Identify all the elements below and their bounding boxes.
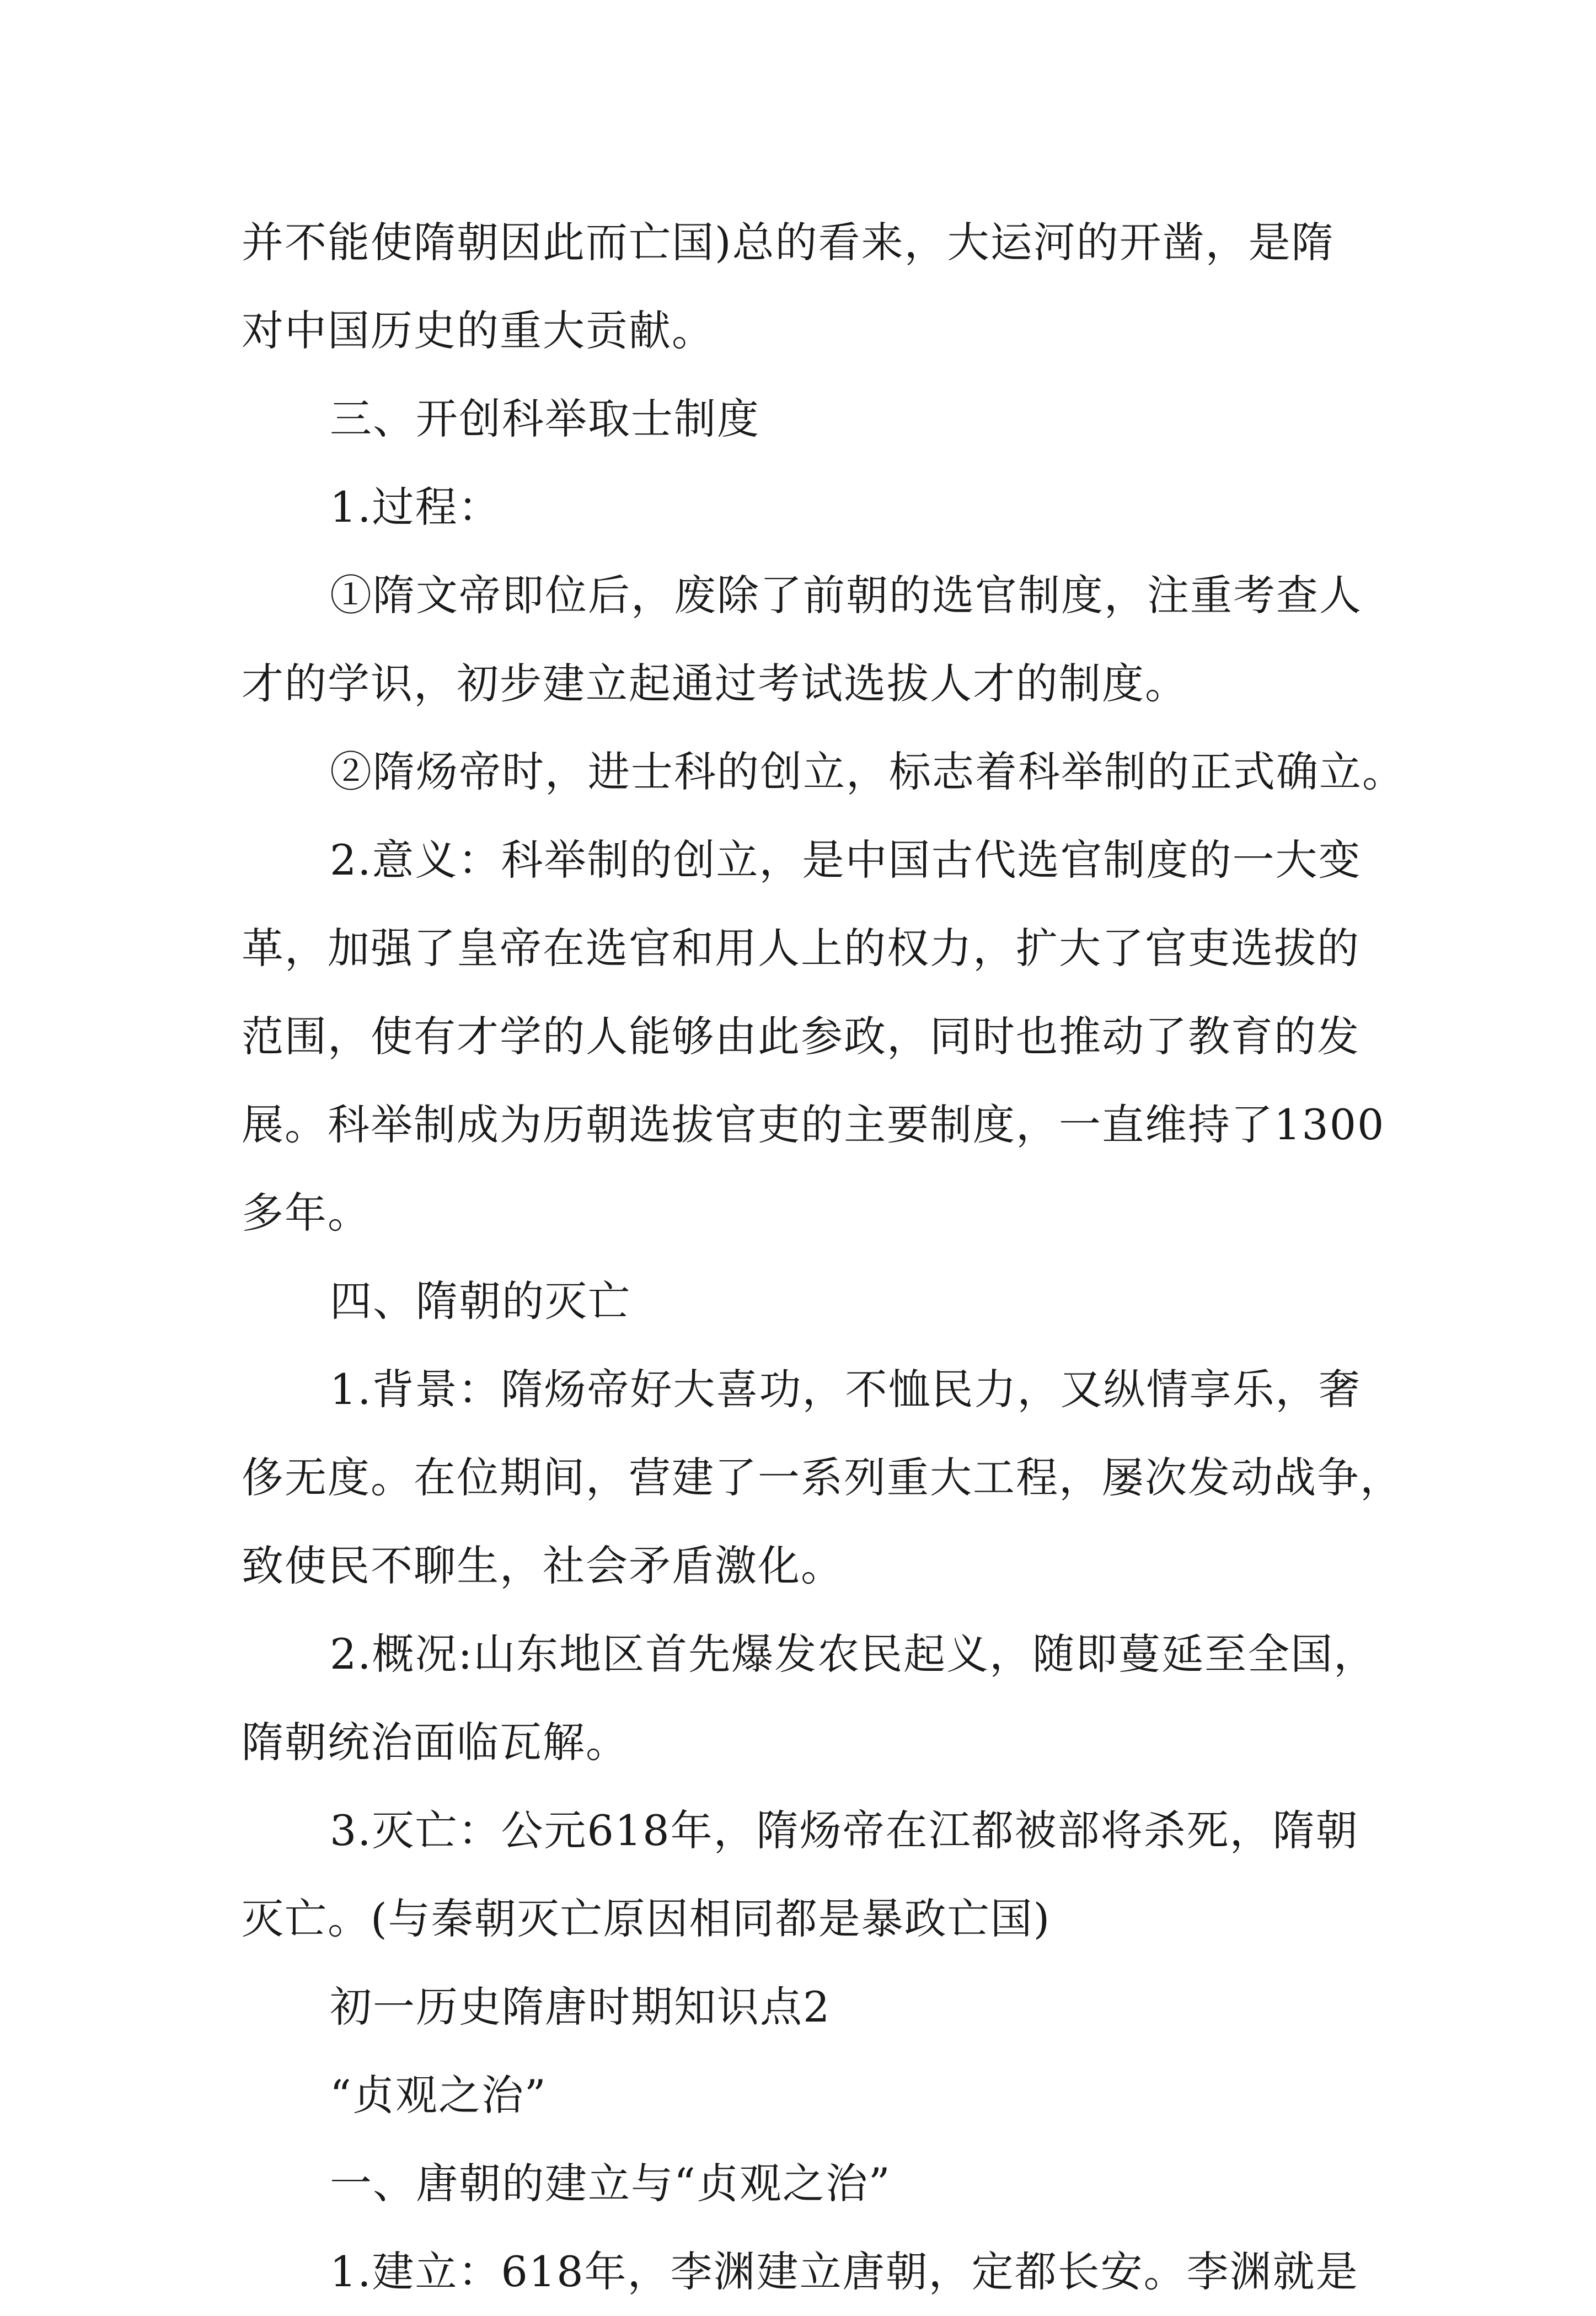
document-heading: 初一历史隋唐时期知识点2 <box>330 1982 831 2031</box>
text-line: ②隋炀帝时，进士科的创立，标志着科举制的正式确立。 <box>330 747 1405 796</box>
document-body <box>242 199 1405 2316</box>
text-line: 灭亡。(与秦朝灭亡原因相同都是暴政亡国) <box>242 1894 1051 1943</box>
text-line: 2.意义：科举制的创立，是中国古代选官制度的一大变 <box>330 835 1362 884</box>
text-line: 展。科举制成为历朝选拔官吏的主要制度，一直维持了1300 <box>242 1100 1385 1149</box>
section-heading: 四、隋朝的灭亡 <box>330 1277 631 1326</box>
text-line: 2.概况:山东地区首先爆发农民起义，随即蔓延至全国， <box>330 1629 1377 1679</box>
text-line: 1.背景：隋炀帝好大喜功，不恤民力，又纵情享乐，奢 <box>330 1365 1362 1414</box>
text-line: 隋朝统治面临瓦解。 <box>242 1718 629 1767</box>
text-line: 多年。 <box>242 1188 371 1237</box>
text-line: 对中国历史的重大贡献。 <box>242 306 715 355</box>
text-line: 致使民不聊生，社会矛盾激化。 <box>242 1541 844 1590</box>
text-line: 3.灭亡：公元618年，隋炀帝在江都被部将杀死，隋朝 <box>330 1806 1359 1855</box>
text-line: 侈无度。在位期间，营建了一系列重大工程，屡次发动战争， <box>242 1453 1403 1502</box>
text-line: 1.过程： <box>330 482 501 532</box>
text-line: 1.建立：618年，李渊建立唐朝，定都长安。李渊就是 <box>330 2247 1359 2296</box>
text-line: 革，加强了皇帝在选官和用人上的权力，扩大了官吏选拔的 <box>242 924 1360 973</box>
text-line: 范围，使有才学的人能够由此参政，同时也推动了教育的发 <box>242 1012 1360 1061</box>
section-heading: “贞观之治” <box>330 2071 547 2120</box>
text-line: 并不能使隋朝因此而亡国)总的看来，大运河的开凿，是隋 <box>242 218 1335 267</box>
section-heading: 三、开创科举取士制度 <box>330 394 760 443</box>
text-line: ①隋文帝即位后，废除了前朝的选官制度，注重考查人 <box>330 571 1362 620</box>
section-heading: 一、唐朝的建立与“贞观之治” <box>330 2159 891 2208</box>
text-line: 才的学识，初步建立起通过考试选拔人才的制度。 <box>242 659 1188 708</box>
